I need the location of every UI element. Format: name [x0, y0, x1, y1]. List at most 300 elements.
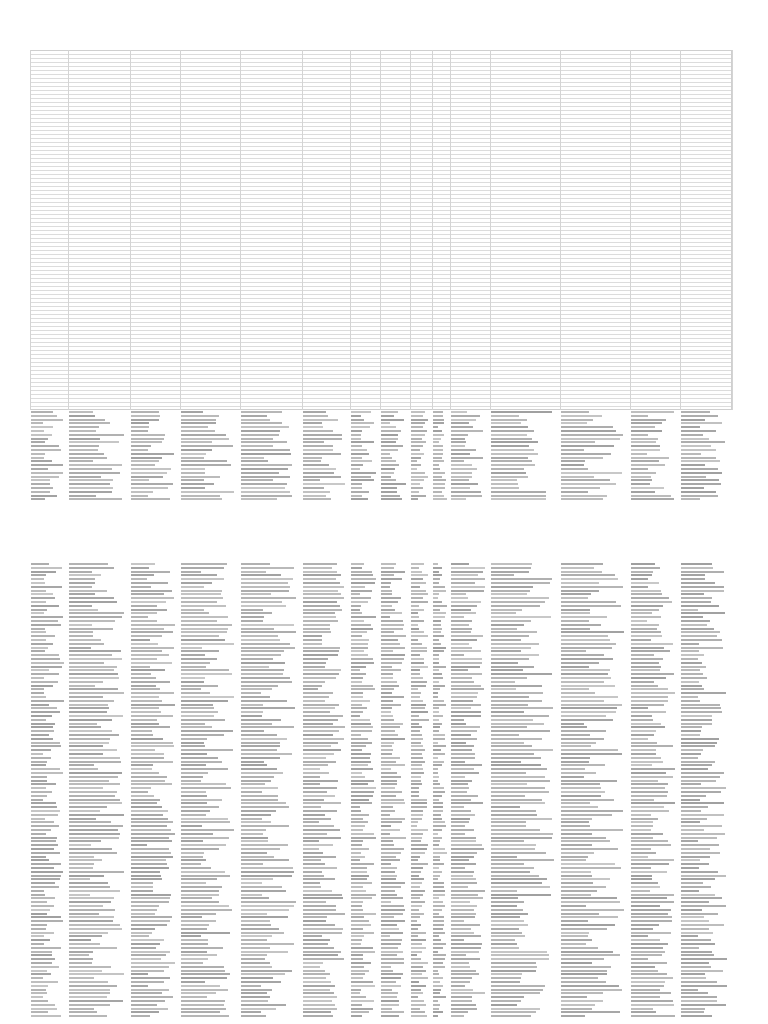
table-cell — [69, 449, 98, 451]
table-cell — [31, 457, 44, 459]
table-cell — [31, 1011, 48, 1013]
table-cell — [433, 738, 445, 740]
table-cell — [411, 1011, 425, 1013]
column-divider — [350, 50, 351, 410]
table-cell — [351, 612, 362, 614]
table-cell — [69, 916, 114, 918]
table-cell — [561, 438, 620, 440]
table-cell — [681, 468, 718, 470]
table-cell — [631, 628, 657, 630]
table-cell — [181, 897, 212, 899]
table-cell — [433, 647, 446, 649]
table-cell — [31, 563, 49, 565]
table-cell — [381, 913, 403, 915]
table-cell — [351, 495, 362, 497]
table-cell — [303, 624, 330, 626]
table-cell — [561, 453, 611, 455]
table-cell — [681, 593, 704, 595]
table-cell — [631, 928, 653, 930]
table-cell — [181, 472, 205, 474]
table-cell — [631, 799, 654, 801]
table-cell — [351, 685, 373, 687]
empty-grid-area — [30, 50, 732, 410]
table-cell — [631, 875, 652, 877]
table-cell — [411, 787, 419, 789]
table-cell — [681, 814, 724, 816]
table-cell — [681, 867, 699, 869]
table-cell — [69, 620, 115, 622]
table-cell — [411, 814, 423, 816]
table-cell — [351, 806, 360, 808]
table-cell — [491, 977, 521, 979]
table-cell — [303, 856, 336, 858]
table-cell — [303, 882, 320, 884]
table-cell — [303, 612, 335, 614]
table-cell — [181, 837, 229, 839]
table-cell — [491, 479, 517, 481]
table-cell — [241, 916, 288, 918]
table-cell — [491, 909, 523, 911]
table-cell — [241, 582, 288, 584]
table-cell — [69, 825, 123, 827]
table-cell — [433, 745, 446, 747]
table-cell — [303, 989, 330, 991]
table-cell — [681, 696, 698, 698]
table-cell — [303, 601, 337, 603]
table-cell — [451, 810, 471, 812]
table-cell — [433, 859, 440, 861]
table-cell — [411, 495, 426, 497]
table-cell — [681, 977, 706, 979]
table-cell — [131, 472, 167, 474]
table-cell — [631, 654, 654, 656]
table-cell — [491, 958, 549, 960]
table-cell — [451, 631, 471, 633]
table-cell — [303, 567, 332, 569]
table-cell — [411, 897, 420, 899]
table-cell — [241, 772, 283, 774]
table-cell — [351, 571, 372, 573]
table-cell — [31, 821, 54, 823]
table-cell — [351, 825, 365, 827]
table-cell — [69, 487, 113, 489]
table-cell — [631, 768, 675, 770]
table-cell — [381, 852, 401, 854]
column-divider — [180, 50, 181, 410]
table-cell — [303, 814, 325, 816]
table-cell — [131, 612, 157, 614]
table-cell — [451, 859, 469, 861]
table-cell — [631, 673, 674, 675]
table-cell — [411, 973, 422, 975]
table-cell — [181, 578, 224, 580]
table-cell — [411, 415, 423, 417]
table-cell — [31, 707, 57, 709]
table-cell — [561, 688, 589, 690]
table-cell — [303, 628, 330, 630]
table-cell — [451, 791, 467, 793]
table-cell — [241, 837, 268, 839]
table-cell — [451, 586, 485, 588]
table-cell — [181, 582, 212, 584]
table-cell — [351, 411, 371, 413]
table-cell — [411, 871, 421, 873]
table-cell — [451, 647, 472, 649]
table-cell — [451, 821, 469, 823]
table-cell — [303, 886, 321, 888]
table-cell — [31, 780, 47, 782]
table-cell — [31, 863, 61, 865]
table-cell — [303, 768, 320, 770]
table-cell — [303, 426, 323, 428]
table-cell — [411, 434, 425, 436]
table-cell — [69, 711, 107, 713]
table-cell — [451, 685, 481, 687]
table-cell — [351, 897, 372, 899]
column-divider — [560, 50, 561, 410]
table-cell — [561, 681, 604, 683]
table-cell — [561, 875, 592, 877]
table-cell — [131, 586, 151, 588]
table-cell — [241, 650, 284, 652]
table-cell — [351, 487, 362, 489]
table-cell — [451, 666, 480, 668]
table-cell — [411, 894, 423, 896]
table-cell — [351, 780, 374, 782]
table-cell — [31, 939, 50, 941]
table-cell — [303, 935, 322, 937]
table-cell — [491, 761, 521, 763]
table-cell — [131, 628, 164, 630]
table-cell — [69, 483, 110, 485]
table-cell — [69, 897, 114, 899]
table-cell — [351, 734, 361, 736]
table-cell — [491, 662, 518, 664]
table-cell — [131, 890, 153, 892]
table-cell — [491, 605, 540, 607]
table-cell — [241, 791, 262, 793]
table-cell — [241, 939, 267, 941]
table-cell — [31, 840, 56, 842]
table-cell — [241, 415, 267, 417]
table-cell — [631, 662, 659, 664]
table-cell — [31, 787, 46, 789]
table-cell — [411, 620, 424, 622]
table-cell — [181, 844, 226, 846]
table-cell — [69, 415, 95, 417]
table-cell — [681, 852, 720, 854]
table-cell — [681, 871, 718, 873]
table-cell — [411, 612, 418, 614]
table-cell — [631, 1000, 673, 1002]
table-cell — [451, 658, 482, 660]
table-cell — [69, 681, 103, 683]
table-cell — [69, 981, 108, 983]
table-cell — [181, 719, 225, 721]
column-divider — [410, 50, 411, 410]
table-cell — [181, 483, 214, 485]
table-cell — [381, 1011, 404, 1013]
table-cell — [31, 742, 60, 744]
table-cell — [181, 487, 205, 489]
table-cell — [303, 894, 342, 896]
table-cell — [433, 426, 438, 428]
table-cell — [303, 574, 341, 576]
table-cell — [411, 685, 426, 687]
table-cell — [381, 688, 394, 690]
table-cell — [303, 673, 339, 675]
table-cell — [131, 928, 155, 930]
table-cell — [31, 992, 47, 994]
table-cell — [561, 677, 611, 679]
table-cell — [433, 567, 442, 569]
table-cell — [561, 928, 607, 930]
table-cell — [381, 685, 399, 687]
table-cell — [181, 445, 233, 447]
table-cell — [381, 802, 405, 804]
table-row — [30, 1014, 732, 1018]
table-cell — [69, 761, 121, 763]
table-cell — [451, 958, 480, 960]
table-cell — [681, 673, 703, 675]
table-cell — [631, 897, 667, 899]
table-cell — [303, 654, 338, 656]
table-cell — [31, 977, 43, 979]
table-cell — [303, 1008, 337, 1010]
table-cell — [31, 772, 63, 774]
table-cell — [241, 1015, 266, 1017]
table-cell — [241, 890, 286, 892]
table-cell — [631, 479, 652, 481]
table-cell — [303, 582, 340, 584]
table-cell — [181, 688, 201, 690]
table-cell — [131, 844, 147, 846]
table-cell — [491, 498, 546, 500]
table-cell — [491, 947, 519, 949]
table-cell — [433, 666, 446, 668]
table-cell — [491, 745, 532, 747]
table-cell — [69, 996, 107, 998]
table-cell — [631, 571, 653, 573]
table-cell — [381, 738, 405, 740]
table-cell — [31, 639, 46, 641]
table-cell — [451, 799, 471, 801]
table-cell — [131, 673, 151, 675]
table-cell — [241, 1004, 286, 1006]
table-cell — [31, 643, 53, 645]
table-cell — [451, 650, 481, 652]
table-cell — [681, 753, 701, 755]
table-cell — [31, 844, 58, 846]
table-cell — [451, 806, 464, 808]
table-cell — [351, 491, 369, 493]
table-cell — [491, 704, 528, 706]
table-cell — [31, 734, 49, 736]
table-cell — [491, 449, 534, 451]
table-cell — [433, 673, 442, 675]
table-cell — [381, 970, 393, 972]
table-cell — [451, 749, 472, 751]
table-cell — [69, 719, 112, 721]
table-cell — [131, 441, 162, 443]
table-cell — [411, 723, 419, 725]
table-cell — [681, 704, 720, 706]
table-cell — [303, 734, 333, 736]
table-cell — [491, 468, 524, 470]
table-cell — [411, 483, 420, 485]
table-cell — [411, 996, 418, 998]
table-cell — [69, 951, 93, 953]
table-cell — [381, 624, 404, 626]
table-cell — [351, 867, 367, 869]
table-cell — [181, 833, 213, 835]
table-cell — [131, 593, 164, 595]
table-cell — [491, 426, 528, 428]
table-cell — [351, 426, 370, 428]
table-cell — [451, 962, 469, 964]
table-cell — [491, 472, 526, 474]
table-cell — [181, 829, 234, 831]
table-cell — [181, 753, 207, 755]
table-cell — [303, 757, 326, 759]
table-cell — [69, 844, 91, 846]
table-cell — [181, 761, 222, 763]
table-cell — [351, 928, 363, 930]
table-cell — [381, 859, 400, 861]
table-cell — [381, 989, 392, 991]
table-cell — [351, 597, 371, 599]
lower-data-block — [30, 562, 732, 1022]
table-cell — [131, 871, 160, 873]
table-cell — [451, 711, 481, 713]
table-cell — [451, 901, 470, 903]
table-cell — [631, 920, 672, 922]
table-cell — [31, 666, 62, 668]
table-cell — [631, 757, 661, 759]
table-cell — [131, 647, 174, 649]
table-cell — [561, 799, 614, 801]
table-cell — [631, 495, 671, 497]
table-cell — [451, 662, 482, 664]
table-cell — [451, 700, 473, 702]
table-cell — [561, 491, 588, 493]
table-cell — [351, 445, 362, 447]
table-cell — [69, 1000, 123, 1002]
table-cell — [131, 487, 168, 489]
table-cell — [681, 453, 701, 455]
table-cell — [241, 483, 287, 485]
table-cell — [31, 802, 56, 804]
table-cell — [411, 487, 423, 489]
table-cell — [451, 745, 474, 747]
table-cell — [181, 932, 230, 934]
table-cell — [303, 764, 328, 766]
table-cell — [451, 951, 479, 953]
table-cell — [631, 715, 652, 717]
table-cell — [491, 742, 524, 744]
table-cell — [561, 882, 593, 884]
table-cell — [433, 749, 441, 751]
table-cell — [31, 753, 43, 755]
table-cell — [351, 574, 373, 576]
table-cell — [631, 669, 660, 671]
table-cell — [433, 411, 443, 413]
table-cell — [451, 840, 476, 842]
table-cell — [411, 780, 421, 782]
table-cell — [561, 924, 615, 926]
table-cell — [561, 590, 599, 592]
table-cell — [561, 867, 621, 869]
table-cell — [433, 734, 445, 736]
table-cell — [381, 753, 392, 755]
table-cell — [381, 928, 399, 930]
table-cell — [491, 612, 516, 614]
table-cell — [351, 453, 369, 455]
table-cell — [131, 688, 160, 690]
table-cell — [303, 635, 322, 637]
table-cell — [303, 479, 320, 481]
table-cell — [31, 875, 61, 877]
table-cell — [69, 457, 107, 459]
table-cell — [381, 571, 405, 573]
table-cell — [381, 856, 396, 858]
table-cell — [69, 818, 96, 820]
table-cell — [681, 848, 710, 850]
table-cell — [381, 1008, 392, 1010]
table-cell — [181, 856, 203, 858]
table-cell — [451, 445, 465, 447]
table-cell — [181, 498, 222, 500]
table-cell — [381, 430, 401, 432]
table-cell — [433, 973, 439, 975]
table-cell — [681, 890, 699, 892]
table-cell — [561, 757, 590, 759]
table-cell — [631, 753, 656, 755]
table-cell — [241, 590, 289, 592]
table-cell — [31, 935, 44, 937]
table-cell — [631, 726, 665, 728]
table-cell — [181, 977, 227, 979]
table-cell — [69, 738, 110, 740]
table-cell — [631, 658, 663, 660]
table-cell — [181, 643, 234, 645]
table-cell — [69, 795, 115, 797]
table-cell — [181, 818, 228, 820]
table-cell — [491, 723, 544, 725]
table-cell — [31, 468, 48, 470]
table-cell — [69, 643, 104, 645]
table-cell — [491, 711, 524, 713]
table-cell — [351, 650, 364, 652]
table-cell — [451, 582, 475, 584]
table-cell — [69, 696, 103, 698]
table-cell — [31, 688, 44, 690]
table-cell — [561, 601, 616, 603]
table-cell — [241, 700, 287, 702]
table-cell — [561, 772, 596, 774]
table-cell — [181, 947, 223, 949]
table-cell — [131, 700, 162, 702]
table-cell — [351, 833, 374, 835]
table-cell — [131, 943, 160, 945]
table-cell — [631, 590, 661, 592]
table-cell — [491, 719, 533, 721]
table-cell — [381, 772, 397, 774]
table-cell — [241, 768, 277, 770]
table-cell — [69, 886, 110, 888]
table-cell — [381, 635, 406, 637]
table-cell — [351, 772, 362, 774]
